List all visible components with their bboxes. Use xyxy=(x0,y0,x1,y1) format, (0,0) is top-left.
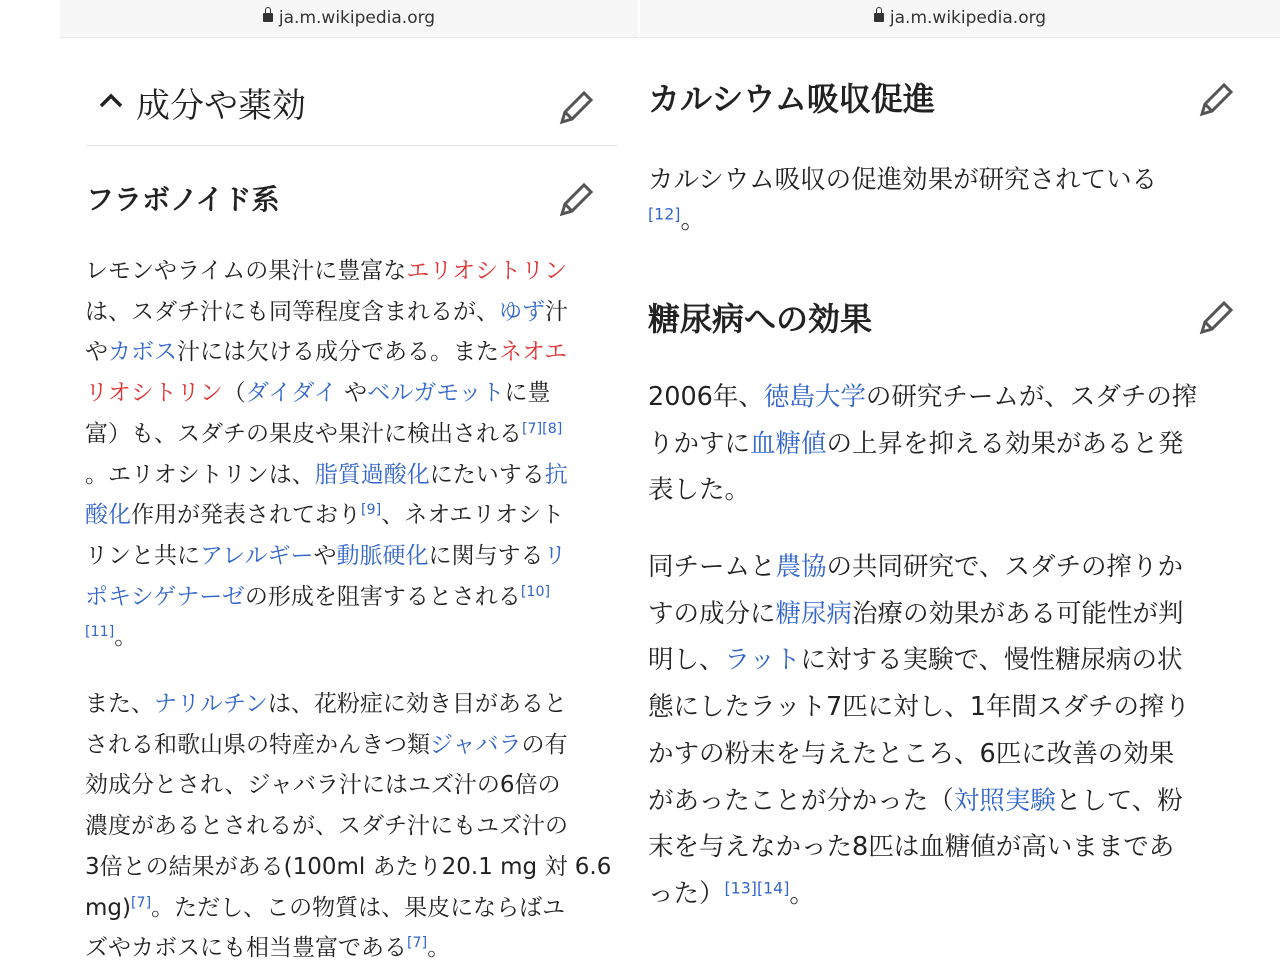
text-run: に関与する xyxy=(428,542,544,569)
url-bar[interactable] xyxy=(640,0,1280,38)
text-line xyxy=(85,929,450,962)
pencil-icon[interactable] xyxy=(556,88,596,128)
redlink[interactable]: エリオシトリン xyxy=(406,258,568,284)
text-run: の共同研究で、スダチの搾りか xyxy=(826,552,1184,582)
text-run: 汁 xyxy=(545,298,568,325)
article-link[interactable]: 動脈硬化 xyxy=(336,542,429,569)
text-run: mg) xyxy=(85,894,131,921)
text-run: 。エリオシトリンは、 xyxy=(85,461,315,488)
text-run: があったことが分かった（ xyxy=(648,785,954,816)
chevron-up-icon[interactable] xyxy=(98,90,124,110)
section-title-diabetes: 糖尿病への効果 xyxy=(648,300,873,338)
section-title-calcium: カルシウム吸収促進 xyxy=(648,80,935,118)
text-run: 3倍との結果がある(100ml あたり20.1 mg 対 6.6 xyxy=(85,853,612,880)
article-link[interactable]: ラット xyxy=(724,645,801,676)
text-run: ズやカボスにも相当豊富である xyxy=(85,935,407,962)
left-screenshot-panel xyxy=(60,0,638,960)
article-link[interactable]: ポキシゲナーゼ xyxy=(85,583,245,610)
article-link[interactable]: 抗 xyxy=(544,461,568,488)
text-run: の上昇を抑える効果があると発 xyxy=(826,428,1184,459)
text-line xyxy=(85,848,611,881)
text-run: や xyxy=(336,380,368,407)
text-line xyxy=(648,547,1183,583)
pencil-icon[interactable] xyxy=(556,180,596,220)
text-line xyxy=(648,827,1174,863)
article-link[interactable]: 糖尿病 xyxy=(775,598,853,629)
article-link[interactable]: 徳島大学 xyxy=(763,382,866,412)
pencil-icon[interactable] xyxy=(1196,298,1236,338)
reference-link[interactable]: [7] xyxy=(407,935,428,952)
text-line xyxy=(648,874,815,910)
text-run: の有 xyxy=(521,731,568,758)
subsection-title: フラボノイド系 xyxy=(86,183,280,216)
text-run: かすの粉末を与えたところ、6匹に改善の効果 xyxy=(648,738,1175,769)
reference-link[interactable]: [12] xyxy=(648,204,681,224)
text-run: 末を与えなかった8匹は血糖値が高いままであ xyxy=(648,832,1175,863)
text-line xyxy=(85,374,551,407)
text-run: にたいする xyxy=(429,461,545,488)
text-run: （ xyxy=(222,380,246,407)
article-link[interactable]: 脂質過酸化 xyxy=(314,461,430,488)
text-line xyxy=(648,377,1197,413)
article-link[interactable]: ダイダイ xyxy=(245,380,337,407)
text-run: レモンやライムの果汁に豊富な xyxy=(85,258,407,284)
text-line xyxy=(85,685,567,718)
text-run: 。 xyxy=(789,878,815,909)
article-link[interactable]: ナリルチン xyxy=(154,691,268,717)
text-run: の研究チームが、スダチの搾 xyxy=(865,382,1198,412)
text-run: リンと共に xyxy=(85,542,200,569)
text-line xyxy=(85,618,137,651)
text-run: 2006年、 xyxy=(648,382,764,412)
text-line xyxy=(648,200,706,236)
text-run: った） xyxy=(648,878,725,909)
text-run: 、ネオエリオシト xyxy=(381,502,565,529)
text-run: 作用が発表されており xyxy=(131,502,361,529)
reference-link[interactable]: [7][8] xyxy=(522,420,563,437)
text-run: として、粉 xyxy=(1055,785,1183,816)
text-run: に豊 xyxy=(504,380,551,407)
text-run: は、スダチ汁にも同等程度含まれるが、 xyxy=(85,298,499,325)
text-line xyxy=(85,333,567,366)
reference-link[interactable]: [11] xyxy=(85,624,115,641)
text-run: 。 xyxy=(114,624,138,651)
reference-link[interactable]: [9] xyxy=(361,502,382,519)
text-line xyxy=(85,807,568,840)
text-run: 治療の効果がある可能性が判 xyxy=(852,598,1184,629)
text-line xyxy=(648,160,1157,196)
text-run: 態にしたラット7匹に対し、1年間スダチの搾り xyxy=(648,692,1190,723)
redlink[interactable]: ネオエ xyxy=(499,339,568,366)
redlink[interactable]: リオシトリン xyxy=(85,380,223,407)
text-run: される和歌山県の特産かんきつ類 xyxy=(85,731,430,758)
text-line xyxy=(85,766,561,799)
text-run: 。ただし、この物質は、果皮にならばユ xyxy=(151,894,566,921)
text-run: 表した。 xyxy=(648,475,751,505)
text-line xyxy=(648,734,1174,770)
text-run: りかすに xyxy=(648,428,751,459)
reference-link[interactable]: [7] xyxy=(130,894,152,911)
text-run: 富）も、スダチの果皮や果汁に検出される xyxy=(85,420,522,447)
text-run: 同チームと xyxy=(648,552,776,582)
article-link[interactable]: カボス xyxy=(108,339,177,366)
article-link[interactable]: 農協 xyxy=(775,552,827,582)
text-line xyxy=(85,726,568,759)
text-run: 効成分とされ、ジャバラ汁にはユズ汁の6倍の xyxy=(85,772,561,799)
article-link[interactable]: ベルガモット xyxy=(367,380,505,407)
article-link[interactable]: 酸化 xyxy=(85,502,131,529)
text-line xyxy=(85,578,550,611)
text-line xyxy=(85,456,568,489)
text-line xyxy=(85,415,562,448)
article-link[interactable]: ジャバラ xyxy=(430,731,522,758)
reference-link[interactable]: [13][14] xyxy=(724,878,790,898)
text-line xyxy=(85,889,565,922)
text-run: 汁には欠ける成分である。また xyxy=(177,339,499,366)
text-run: カルシウム吸収の促進効果が研究されている xyxy=(648,165,1158,195)
article-link[interactable]: ゆず xyxy=(499,298,545,325)
text-run: や xyxy=(313,542,337,569)
url-text: ja.m.wikipedia.org xyxy=(889,8,1047,28)
lock-icon xyxy=(874,13,884,22)
text-run: すの成分に xyxy=(648,598,776,629)
text-line xyxy=(648,687,1190,723)
text-run: の形成を阻害するとされる xyxy=(244,583,521,610)
article-link[interactable]: 血糖値 xyxy=(750,428,827,459)
text-line xyxy=(85,537,567,570)
text-run: 。 xyxy=(427,935,451,962)
text-run: 。 xyxy=(680,205,706,235)
text-line xyxy=(85,252,567,285)
text-run: や xyxy=(85,339,108,366)
article-link[interactable]: 対照実験 xyxy=(953,785,1056,816)
text-line xyxy=(648,640,1183,676)
text-line xyxy=(648,594,1184,630)
url-bar[interactable] xyxy=(60,0,638,38)
text-line xyxy=(85,293,568,326)
text-run: 明し、 xyxy=(648,645,725,676)
article-link[interactable]: アレルギー xyxy=(200,542,314,569)
lock-icon xyxy=(263,13,273,22)
text-line xyxy=(648,424,1184,460)
right-screenshot-panel xyxy=(640,0,1280,960)
reference-link[interactable]: [10] xyxy=(520,583,551,600)
text-run: は、花粉症に効き目があると xyxy=(267,691,567,717)
text-run: また、 xyxy=(85,691,154,717)
text-line xyxy=(648,781,1183,817)
text-run: 濃度があるとされるが、スダチ汁にもユズ汁の xyxy=(85,813,568,840)
section-title[interactable]: 成分や薬効 xyxy=(136,86,306,126)
text-run: に対する実験で、慢性糖尿病の状 xyxy=(800,645,1183,676)
section-divider xyxy=(86,145,618,146)
text-line xyxy=(85,496,564,529)
text-line xyxy=(648,470,750,506)
pencil-icon[interactable] xyxy=(1196,80,1236,120)
url-text: ja.m.wikipedia.org xyxy=(278,8,436,28)
article-link[interactable]: リ xyxy=(543,542,567,569)
